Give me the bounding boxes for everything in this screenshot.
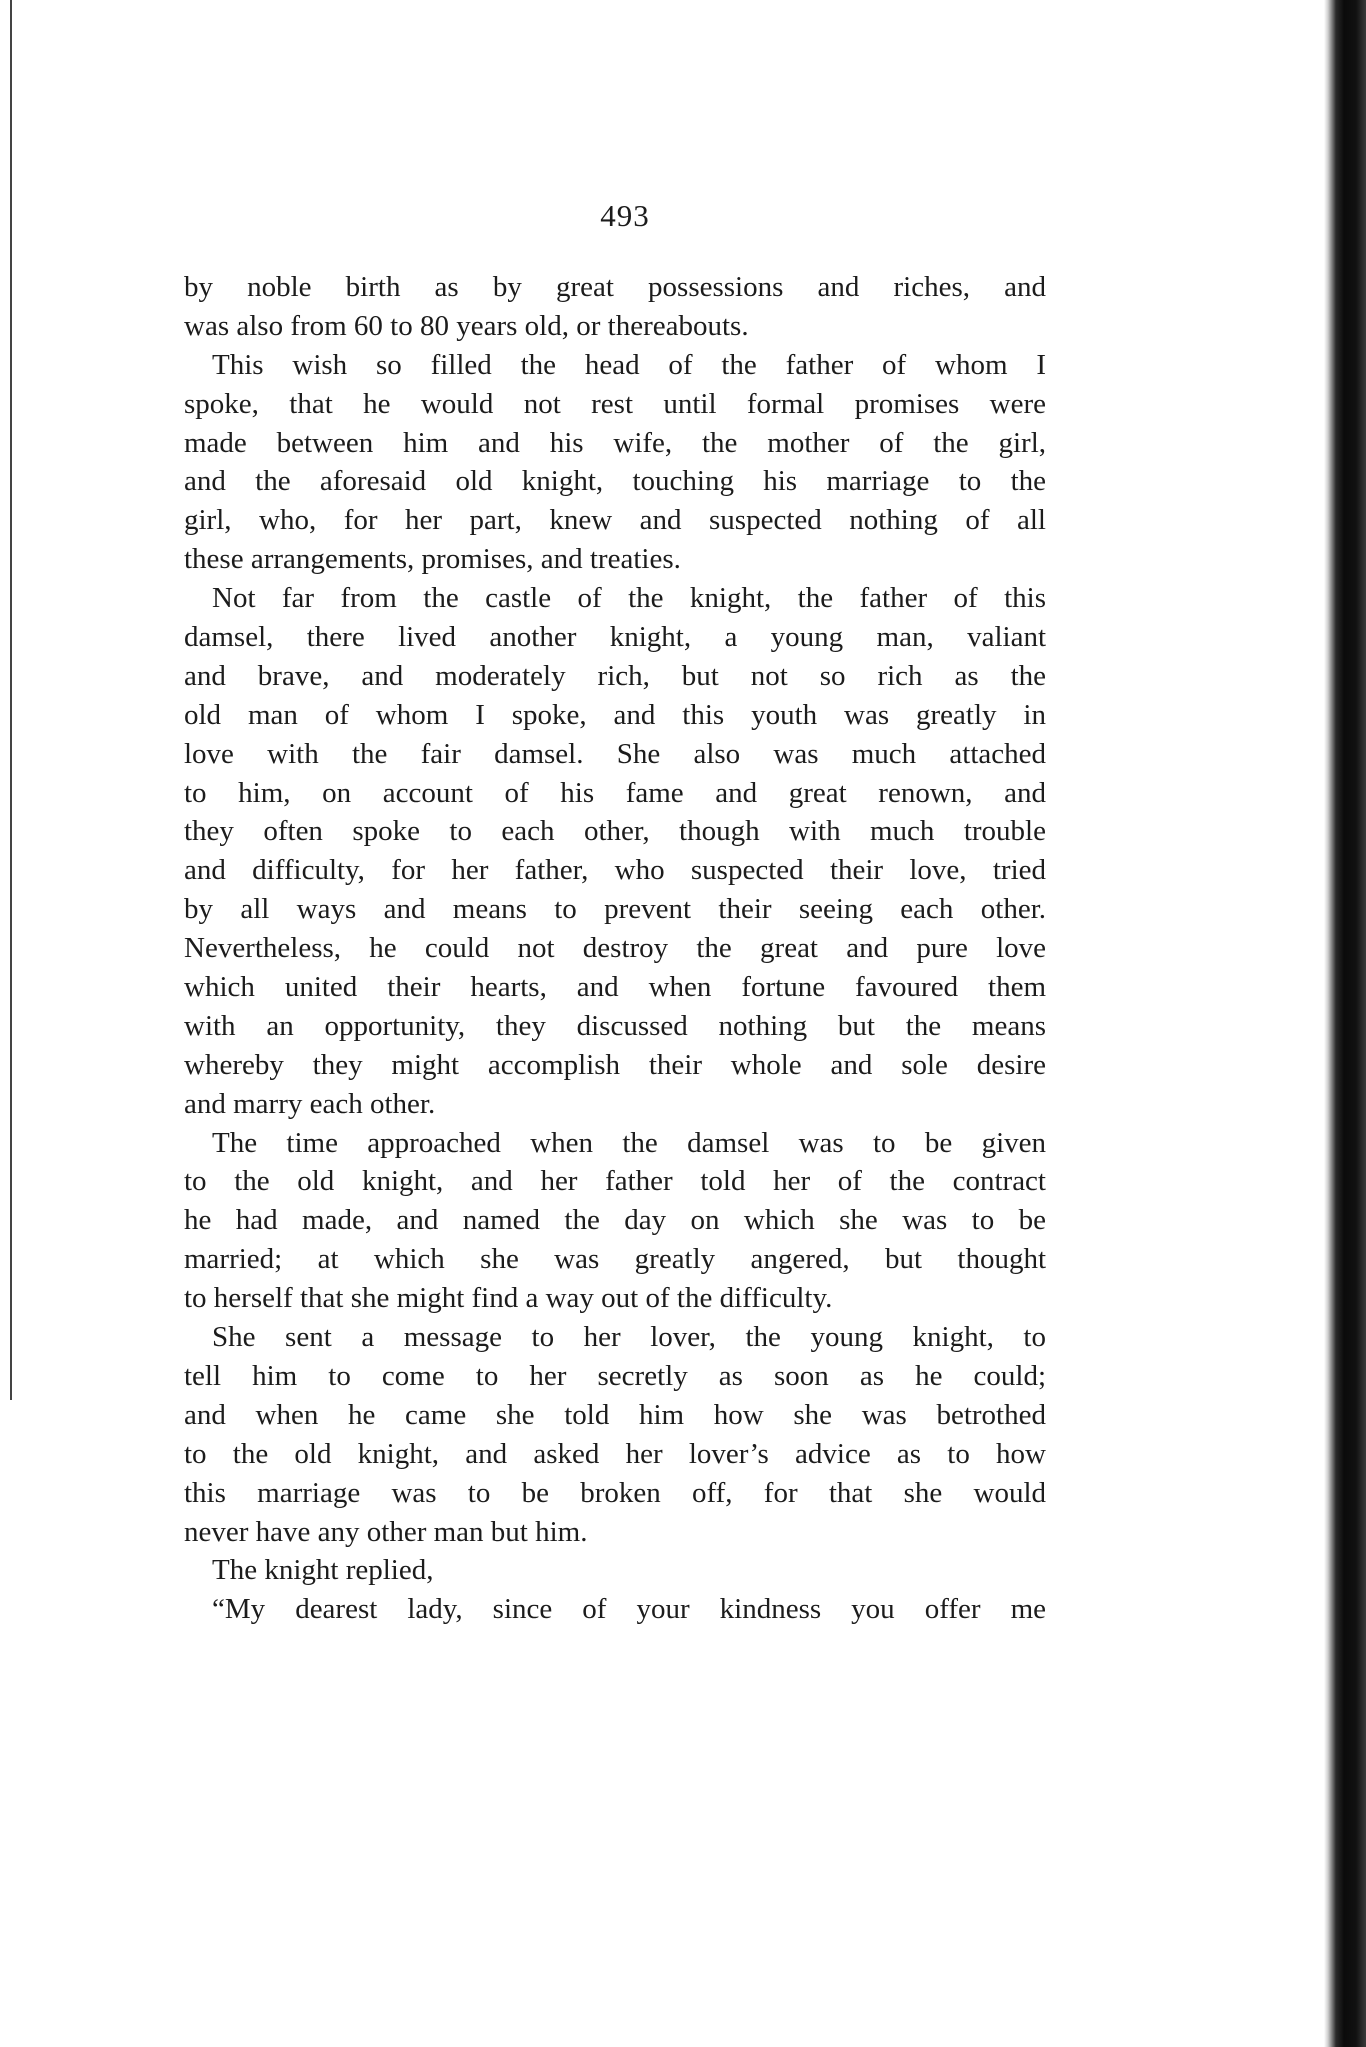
text-line: and marry each other.	[184, 1087, 436, 1120]
text-line: girl, who, for her part, knew and suspected nothing of all	[184, 504, 1046, 537]
text-line: made between him and his wife, the mother of the girl,	[184, 426, 1046, 459]
text-line: old man of whom I spoke, and this youth was greatly in	[184, 698, 1046, 731]
text-line: by noble birth as by great possessions and riches, and	[184, 271, 1046, 303]
text-line: She sent a message to her lover, the young knight, to	[212, 1321, 1046, 1354]
text-line: was also from 60 to 80 years old, or thereabouts.	[184, 309, 749, 342]
text-line: and when he came she told him how she was betrothed	[184, 1398, 1046, 1431]
text-line: married; at which she was greatly angered, but thought	[184, 1243, 1046, 1276]
text-line: and the aforesaid old knight, touching his marriage to the	[184, 465, 1046, 498]
text-line: they often spoke to each other, though with much trouble	[184, 815, 1046, 848]
text-line: The knight replied,	[212, 1554, 434, 1587]
text-line: “My dearest lady, since of your kindness you offer me	[212, 1593, 1046, 1626]
text-line: The time approached when the damsel was to be given	[212, 1126, 1046, 1159]
text-line: This wish so filled the head of the father of whom I	[212, 348, 1046, 381]
text-line: he had made, and named the day on which she was to be	[184, 1204, 1046, 1237]
text-line: never have any other man but him.	[184, 1515, 588, 1548]
text-line: to herself that she might find a way out of the difficulty.	[184, 1282, 833, 1315]
body-text	[184, 268, 1046, 1629]
text-line: tell him to come to her secretly as soon as he could;	[184, 1359, 1046, 1392]
page-number: 493	[600, 198, 650, 233]
text-line: spoke, that he would not rest until formal promises were	[184, 387, 1046, 420]
text-line: Nevertheless, he could not destroy the great and pure love	[184, 932, 1046, 965]
text-line: love with the fair damsel. She also was much attached	[184, 737, 1046, 770]
text-line: to the old knight, and her father told her of the contract	[184, 1165, 1046, 1198]
text-line: to him, on account of his fame and great renown, and	[184, 776, 1046, 809]
text-line: by all ways and means to prevent their seeing each other.	[184, 893, 1046, 926]
text-line: whereby they might accomplish their whole and sole desire	[184, 1048, 1046, 1081]
text-line: with an opportunity, they discussed nothing but the means	[184, 1009, 1046, 1042]
text-line: which united their hearts, and when fortune favoured them	[184, 971, 1046, 1004]
text-line: Not far from the castle of the knight, the father of this	[212, 582, 1046, 615]
text-line: and difficulty, for her father, who suspected their love, tried	[184, 854, 1046, 887]
text-line: these arrangements, promises, and treaties.	[184, 543, 681, 576]
book-binding-shadow	[1324, 0, 1366, 2047]
text-line: and brave, and moderately rich, but not so rich as the	[184, 659, 1046, 692]
text-line: to the old knight, and asked her lover’s advice as to how	[184, 1437, 1046, 1470]
text-line: damsel, there lived another knight, a young man, valiant	[184, 621, 1046, 654]
text-line: this marriage was to be broken off, for that she would	[184, 1476, 1046, 1509]
